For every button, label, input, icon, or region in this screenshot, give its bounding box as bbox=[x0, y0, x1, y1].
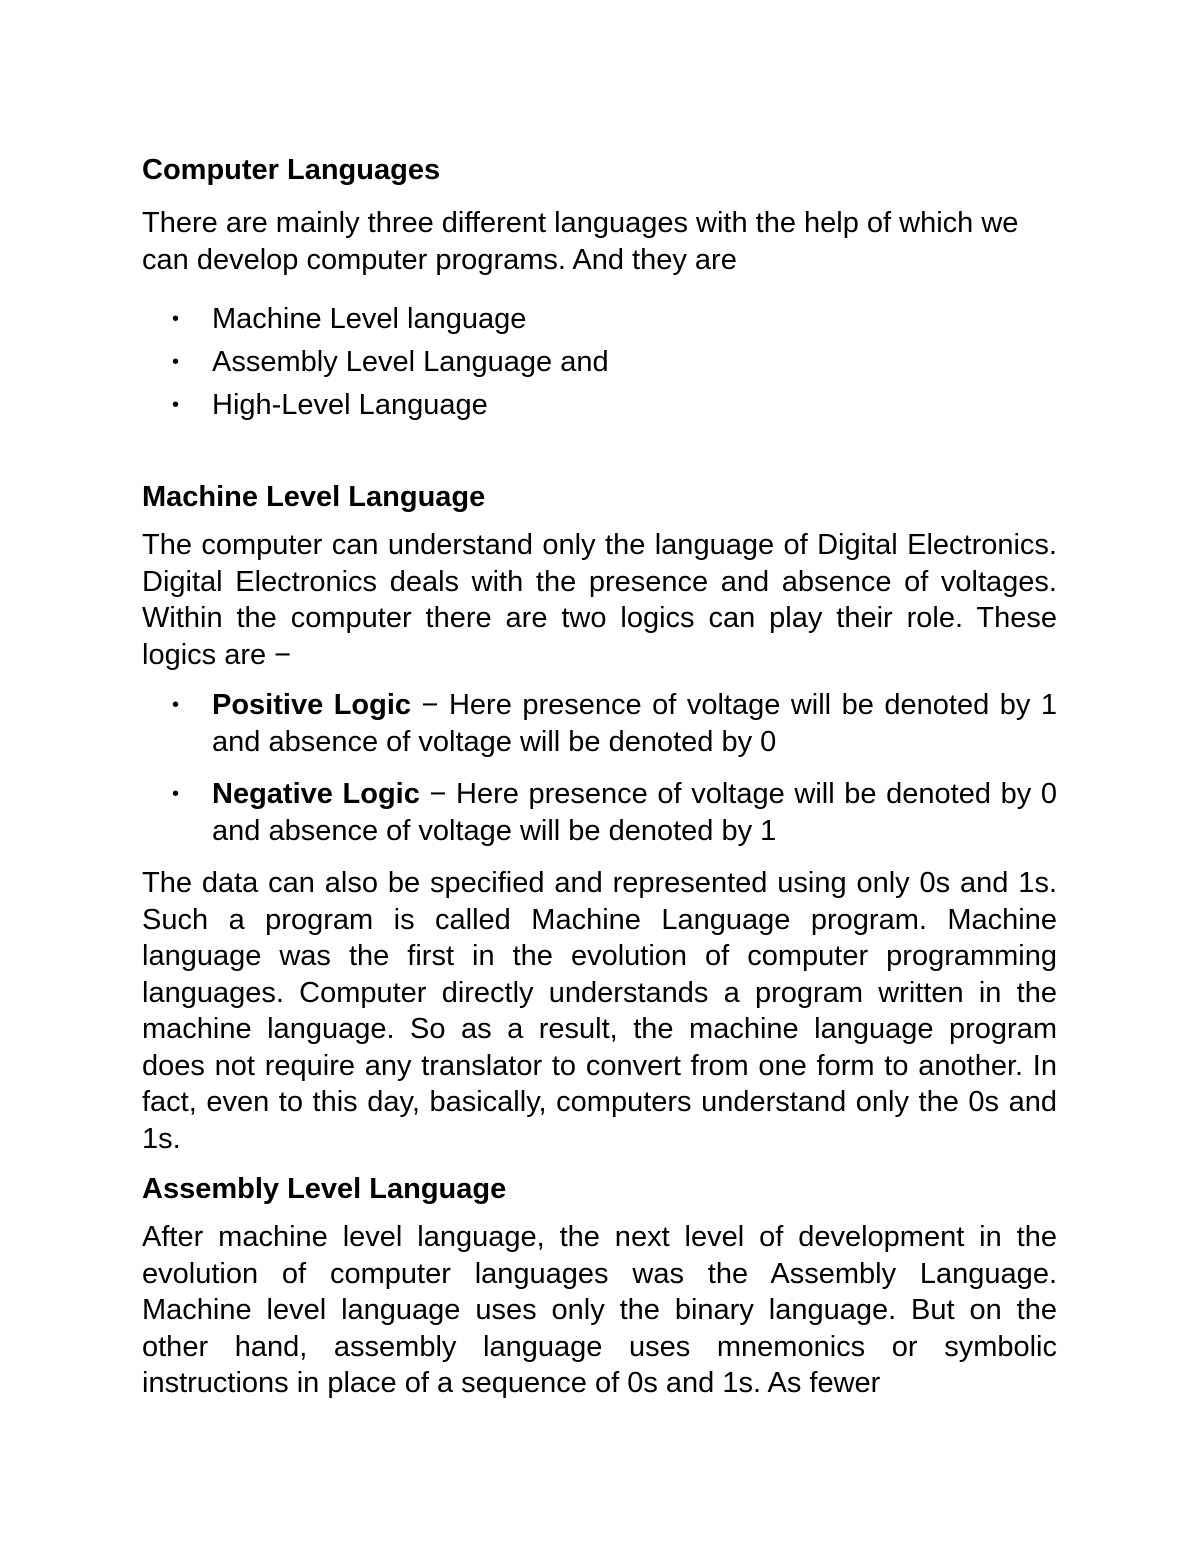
assembly-paragraph-1: After machine level language, the next level of development in the evolution of computer languages was the Assembly Language. Machine level language uses only the binary language. But on the other hand, assembly language uses mnemonics or symbolic instructions in place of a sequence of 0s and 1s. As fewer bbox=[142, 1221, 1057, 1399]
heading-machine-level-language: Machine Level Language bbox=[142, 481, 486, 513]
heading-computer-languages: Computer Languages bbox=[142, 154, 441, 186]
logic-list bbox=[142, 687, 1057, 849]
list-item: • High-Level Language bbox=[142, 384, 1057, 427]
term-negative-logic: Negative Logic bbox=[212, 778, 420, 810]
bullet-icon: • bbox=[172, 351, 180, 373]
bullet-icon: • bbox=[172, 308, 180, 330]
list-item: • Assembly Level Language and bbox=[142, 341, 1057, 384]
list-item: • Machine Level language bbox=[142, 298, 1057, 341]
intro-paragraph: There are mainly three different languages with the help of which we can develop computer programs. And they are bbox=[142, 207, 1019, 276]
heading-assembly-level-language: Assembly Level Language bbox=[142, 1173, 507, 1205]
bullet-icon: • bbox=[172, 783, 180, 805]
list-item-positive-logic: • Positive Logic − Here presence of voltage will be denoted by 1 and absence of voltage will be denoted by 0 bbox=[172, 689, 1057, 758]
machine-paragraph-2: The data can also be specified and represented using only 0s and 1s. Such a program is called Machine Language program. Machine language was the first in the evolution of computer programming languages. Computer directly understands a program written in the machine language. So as a result, the machine language program does not require any translator to convert from one form to another. In fact, even to this day, basically, computers understand only the 0s and 1s. bbox=[142, 867, 1057, 1155]
term-positive-logic: Positive Logic bbox=[212, 689, 412, 721]
bullet-icon: • bbox=[172, 694, 180, 716]
machine-paragraph-1: The computer can understand only the language of Digital Electronics. Digital Electronics deals with the presence and absence of voltages. Within the computer there are two logics can play their role. These logics are − bbox=[142, 529, 1057, 671]
list-item-negative-logic: • Negative Logic − Here presence of voltage will be denoted by 0 and absence of voltage will be denoted by 1 bbox=[172, 778, 1057, 847]
language-list bbox=[142, 298, 1057, 427]
bullet-icon: • bbox=[172, 394, 180, 416]
document-content bbox=[142, 152, 1057, 1402]
